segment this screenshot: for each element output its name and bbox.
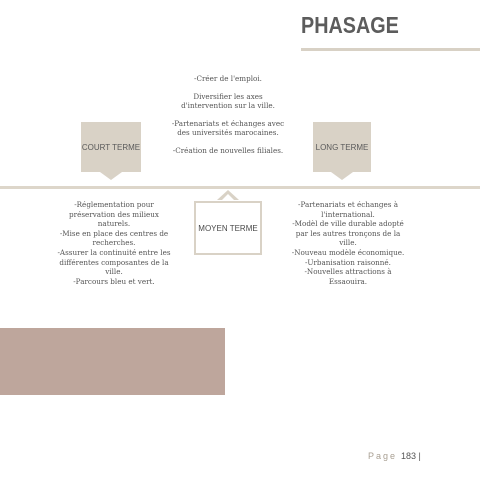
list-item: -Urbanisation raisonné.: [305, 257, 391, 267]
decorative-block: [0, 328, 225, 395]
list-item: Diversifier les axes d'intervention sur la ville.: [181, 91, 275, 111]
page-footer: [368, 451, 421, 461]
court-terme-box: [81, 122, 141, 172]
list-item: -Création de nouvelles filiales.: [172, 145, 284, 155]
timeline-line: [0, 186, 480, 189]
list-item: -Réglementation pour préservation des milieux naturels.: [69, 200, 159, 229]
list-item: -Créer de l'emploi.: [194, 74, 262, 83]
list-item: -Partenariats et échanges à l'international.: [298, 200, 398, 219]
title-underline: [301, 48, 480, 51]
list-item: -Mise en place des centres de recherches.: [59, 228, 169, 248]
list-item: -Nouveau modèle économique.: [291, 247, 405, 257]
moyen-terme-actions: [168, 74, 288, 164]
moyen-terme-box: [194, 201, 262, 255]
down-arrow-icon: [331, 172, 353, 180]
list-item: -Parcours bleu et vert.: [73, 276, 155, 286]
long-terme-label: LONG TERME: [315, 142, 369, 152]
page-number: 183 |: [401, 451, 421, 461]
court-terme-actions: [54, 200, 174, 286]
down-arrow-icon: [100, 172, 122, 180]
long-terme-actions: [287, 200, 409, 286]
court-terme-label: COURT TERME: [81, 142, 141, 152]
list-item: -Nouvelles attractions à Essaouira.: [304, 267, 392, 286]
list-item: -Partenariats et échanges avec des universités marocaines.: [171, 118, 285, 138]
page-word: Page: [368, 451, 398, 461]
list-item: -Assurer la continuité entre les différentes composantes de la ville.: [57, 247, 171, 277]
long-terme-box: [313, 122, 371, 172]
list-item: -Modèl de ville durable adopté par les autres tronçons de la ville.: [292, 219, 404, 248]
page-title: PHASAGE: [301, 12, 399, 38]
moyen-terme-label: MOYEN TERME: [198, 223, 258, 233]
